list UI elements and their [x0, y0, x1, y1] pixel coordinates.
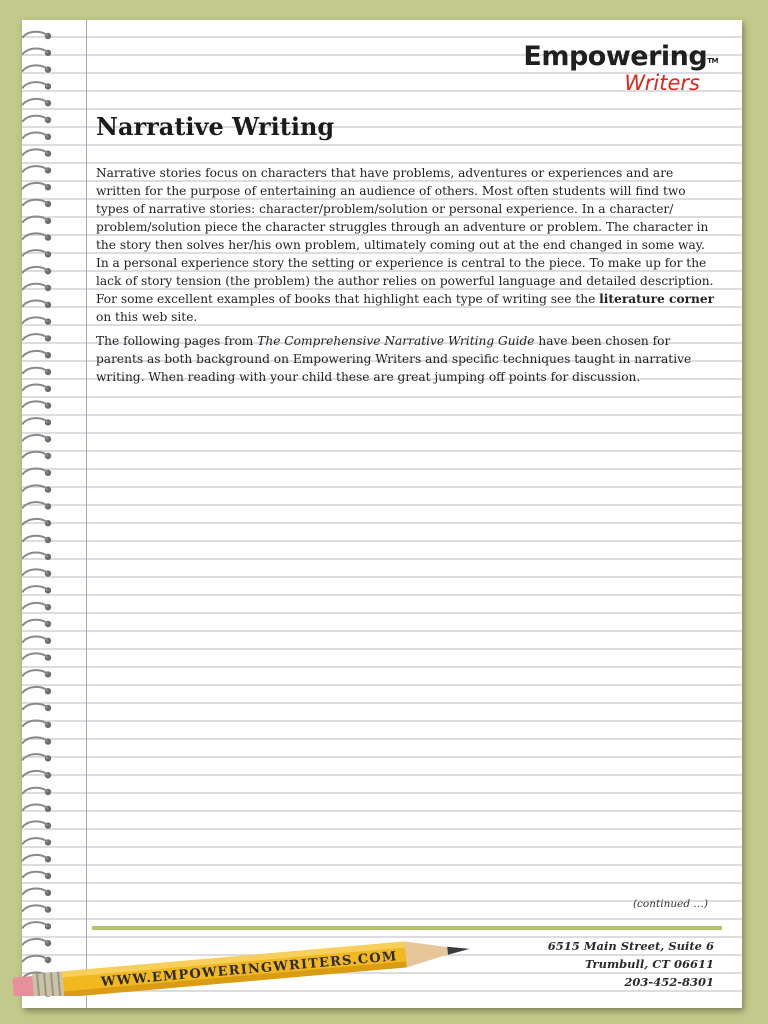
- binding-ring: [22, 99, 48, 105]
- binding-ring: [22, 620, 48, 626]
- binding-ring: [22, 569, 48, 575]
- binding-ring: [22, 922, 48, 928]
- binding-ring: [22, 334, 48, 340]
- binding-ring: [22, 435, 48, 441]
- binding-ring: [22, 200, 48, 206]
- binding-ring: [22, 82, 48, 88]
- binding-ring: [22, 821, 48, 827]
- body-text: [96, 164, 716, 392]
- spiral-binding: [22, 28, 62, 1008]
- binding-ring: [22, 149, 48, 155]
- binding-ring: [22, 317, 48, 323]
- binding-ring: [22, 670, 48, 676]
- logo-name-top: Empowering™: [523, 41, 718, 72]
- binding-ring: [22, 368, 48, 374]
- website-url[interactable]: WWW.EMPOWERINGWRITERS.COM: [100, 949, 399, 991]
- binding-ring: [22, 771, 48, 777]
- pencil-lead: [447, 945, 470, 955]
- address-city: Trumbull, CT 06611: [584, 957, 714, 971]
- binding-ring: [22, 788, 48, 794]
- logo-name-bottom: Writers: [624, 71, 700, 95]
- empowering-writers-logo: [523, 42, 718, 94]
- notebook-page: [22, 20, 742, 1008]
- binding-ring: [22, 452, 48, 458]
- binding-ring: [22, 855, 48, 861]
- binding-ring: [22, 250, 48, 256]
- binding-ring: [22, 284, 48, 290]
- binding-ring: [22, 536, 48, 542]
- binding-ring: [22, 721, 48, 727]
- binding-ring: [22, 183, 48, 189]
- binding-ring: [22, 872, 48, 878]
- binding-ring: [22, 116, 48, 122]
- binding-ring: [22, 65, 48, 71]
- pencil-illustration: [4, 932, 474, 996]
- binding-ring: [22, 166, 48, 172]
- binding-ring: [22, 637, 48, 643]
- binding-ring: [22, 737, 48, 743]
- binding-ring: [22, 301, 48, 307]
- binding-ring: [22, 586, 48, 592]
- binding-ring: [22, 805, 48, 811]
- phone-number: 203-452-8301: [624, 975, 714, 989]
- binding-ring: [22, 351, 48, 357]
- continued-note: (continued …): [632, 898, 708, 910]
- paragraph-1: Narrative stories focus on characters that have problems, adventures or experiences and are written for the purpose of entertaining an audience of others. Most often students will find two types of narrative stories: character/problem/solution or personal experience. In a character/ problem/solution piece the character struggles through an adventure or problem. The character in the story then solves her/his own problem, ultimately coming out at the end changed in some way. In a personal experience story the setting or experience is central to the piece. To make up for the lack of story tension (the problem) the author relies on powerful language and detailed description. For some excellent examples of books that highlight each type of writing see the literature corner on this web site.: [96, 166, 715, 324]
- binding-ring: [22, 553, 48, 559]
- binding-ring: [22, 838, 48, 844]
- page-title: Narrative Writing: [96, 112, 335, 141]
- binding-ring: [22, 133, 48, 139]
- binding-ring: [22, 653, 48, 659]
- binding-ring: [22, 385, 48, 391]
- address-street: 6515 Main Street, Suite 6: [547, 939, 714, 953]
- binding-ring: [22, 418, 48, 424]
- literature-corner-link[interactable]: literature corner: [599, 292, 715, 306]
- binding-ring: [22, 485, 48, 491]
- binding-ring: [22, 469, 48, 475]
- binding-ring: [22, 502, 48, 508]
- binding-ring: [22, 905, 48, 911]
- binding-ring: [22, 267, 48, 273]
- binding-ring: [22, 889, 48, 895]
- contact-address: [548, 937, 714, 991]
- binding-ring: [22, 754, 48, 760]
- binding-ring: [22, 704, 48, 710]
- binding-ring: [22, 32, 48, 38]
- binding-ring: [22, 603, 48, 609]
- binding-ring: [22, 217, 48, 223]
- binding-ring: [22, 49, 48, 55]
- paragraph-2: The following pages from The Comprehensive Narrative Writing Guide have been chosen for parents as both background on Empowering Writers and specific techniques taught in narrative writing. When reading with your child these are great jumping off points for discussion.: [96, 334, 692, 384]
- book-title: The Comprehensive Narrative Writing Guide: [257, 334, 535, 348]
- binding-ring: [22, 401, 48, 407]
- binding-ring: [22, 687, 48, 693]
- binding-ring: [22, 519, 48, 525]
- margin-line: [86, 20, 87, 1008]
- binding-ring: [22, 233, 48, 239]
- footer-divider: [92, 926, 722, 930]
